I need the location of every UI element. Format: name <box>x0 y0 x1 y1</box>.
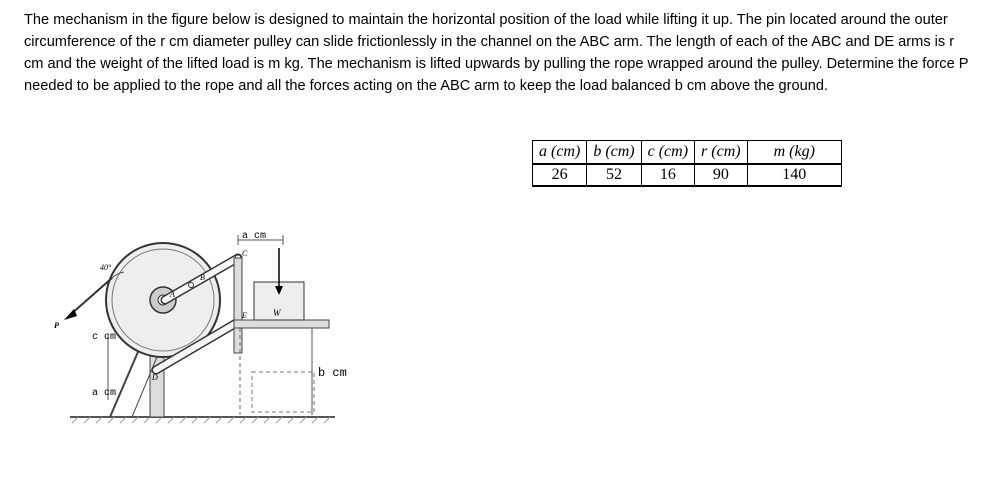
label-angle: 40° <box>100 263 112 272</box>
value-m: 140 <box>747 164 841 186</box>
label-p: P <box>54 321 59 330</box>
label-point-e: E <box>242 311 247 320</box>
label-b: b cm <box>318 366 347 380</box>
label-point-b: B <box>200 273 205 282</box>
label-point-a: A <box>170 290 175 299</box>
table-row <box>533 164 842 186</box>
header-b: b (cm) <box>587 141 641 165</box>
header-c: c (cm) <box>641 141 694 165</box>
label-a-top: a cm <box>242 231 267 242</box>
problem-statement: The mechanism in the figure below is designed to maintain the horizontal position of the load while lifting it up. The pin located around the outer circumference of the r cm diameter pulley can slide frictionlessly in the channel on the ABC arm. The length of each of the ABC and DE arms is r cm and the weight of the lifted load is m kg. The mechanism is lifted upwards by pulling the rope wrapped around the pulley. Determine the force P needed to be applied to the rope and all the forces acting on the ABC arm to keep the load balanced b cm above the ground. <box>24 12 969 94</box>
label-c: c cm <box>92 332 117 343</box>
parameter-table <box>532 140 842 187</box>
label-point-c: C <box>242 249 248 258</box>
value-r: 90 <box>695 164 748 186</box>
label-a-bottom: a cm <box>92 388 117 399</box>
header-a: a (cm) <box>533 141 587 165</box>
label-w: W <box>273 308 281 318</box>
value-a: 26 <box>533 164 587 186</box>
value-b: 52 <box>587 164 641 186</box>
mechanism-figure <box>50 220 350 435</box>
ground <box>70 417 335 423</box>
header-m: m (kg) <box>747 141 841 165</box>
value-c: 16 <box>641 164 694 186</box>
label-point-d: D <box>152 373 158 382</box>
header-r: r (cm) <box>695 141 748 165</box>
table-header-row <box>533 141 842 165</box>
